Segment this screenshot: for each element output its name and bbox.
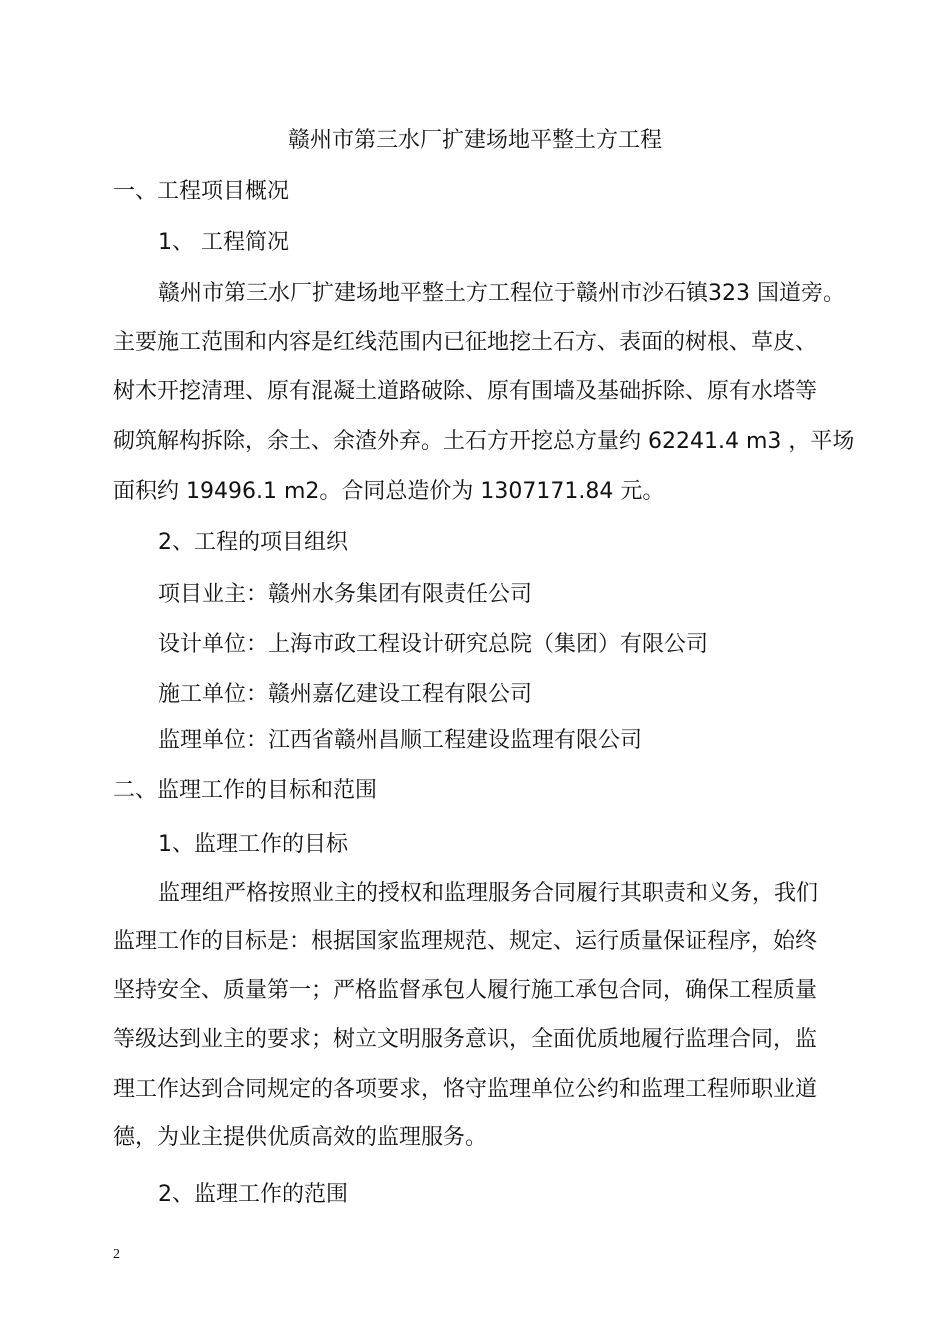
paragraph-line: 砌筑解构拆除，余土、余渣外弃。土石方开挖总方量约 62241.4 m3 ，平场	[113, 429, 855, 454]
page-number: 2	[113, 1247, 120, 1262]
section2-sub2-heading: 2、监理工作的范围	[158, 1182, 348, 1207]
paragraph-line: 理工作达到合同规定的各项要求，恪守监理单位公约和监理工程师职业道	[113, 1077, 818, 1102]
paragraph-line: 等级达到业主的要求；树立文明服务意识，全面优质地履行监理合同，监	[113, 1027, 818, 1052]
section1-sub1-heading: 1、 工程简况	[158, 230, 289, 255]
paragraph-line: 监理工作的目标是：根据国家监理规范、规定、运行质量保证程序，始终	[113, 929, 818, 954]
paragraph-line: 监理组严格按照业主的授权和监理服务合同履行其职责和义务，我们	[158, 881, 819, 906]
document-title: 赣州市第三水厂扩建场地平整土方工程	[287, 128, 662, 153]
paragraph-line: 坚持安全、质量第一；严格监督承包人履行施工承包合同，确保工程质量	[113, 978, 818, 1003]
section2-heading: 二、监理工作的目标和范围	[113, 778, 378, 803]
paragraph-line: 面积约 19496.1 m2。合同总造价为 1307171.84 元。	[113, 479, 665, 504]
org-designer: 设计单位：上海市政工程设计研究总院（集团）有限公司	[158, 632, 709, 657]
section1-sub2-heading: 2、工程的项目组织	[158, 530, 348, 555]
org-supervisor: 监理单位：江西省赣州昌顺工程建设监理有限公司	[158, 728, 643, 753]
org-contractor: 施工单位：赣州嘉亿建设工程有限公司	[158, 682, 533, 707]
paragraph-line: 德，为业主提供优质高效的监理服务。	[113, 1125, 488, 1150]
paragraph-line: 赣州市第三水厂扩建场地平整土方工程位于赣州市沙石镇323 国道旁。	[158, 281, 845, 306]
paragraph-line: 主要施工范围和内容是红线范围内已征地挖土石方、表面的树根、草皮、	[113, 330, 818, 355]
section1-heading: 一、工程项目概况	[113, 179, 290, 204]
section2-sub1-heading: 1、监理工作的目标	[158, 832, 348, 857]
org-owner: 项目业主：赣州水务集团有限责任公司	[158, 582, 533, 607]
paragraph-line: 树木开挖清理、原有混凝土道路破除、原有围墙及基础拆除、原有水塔等	[113, 379, 818, 404]
